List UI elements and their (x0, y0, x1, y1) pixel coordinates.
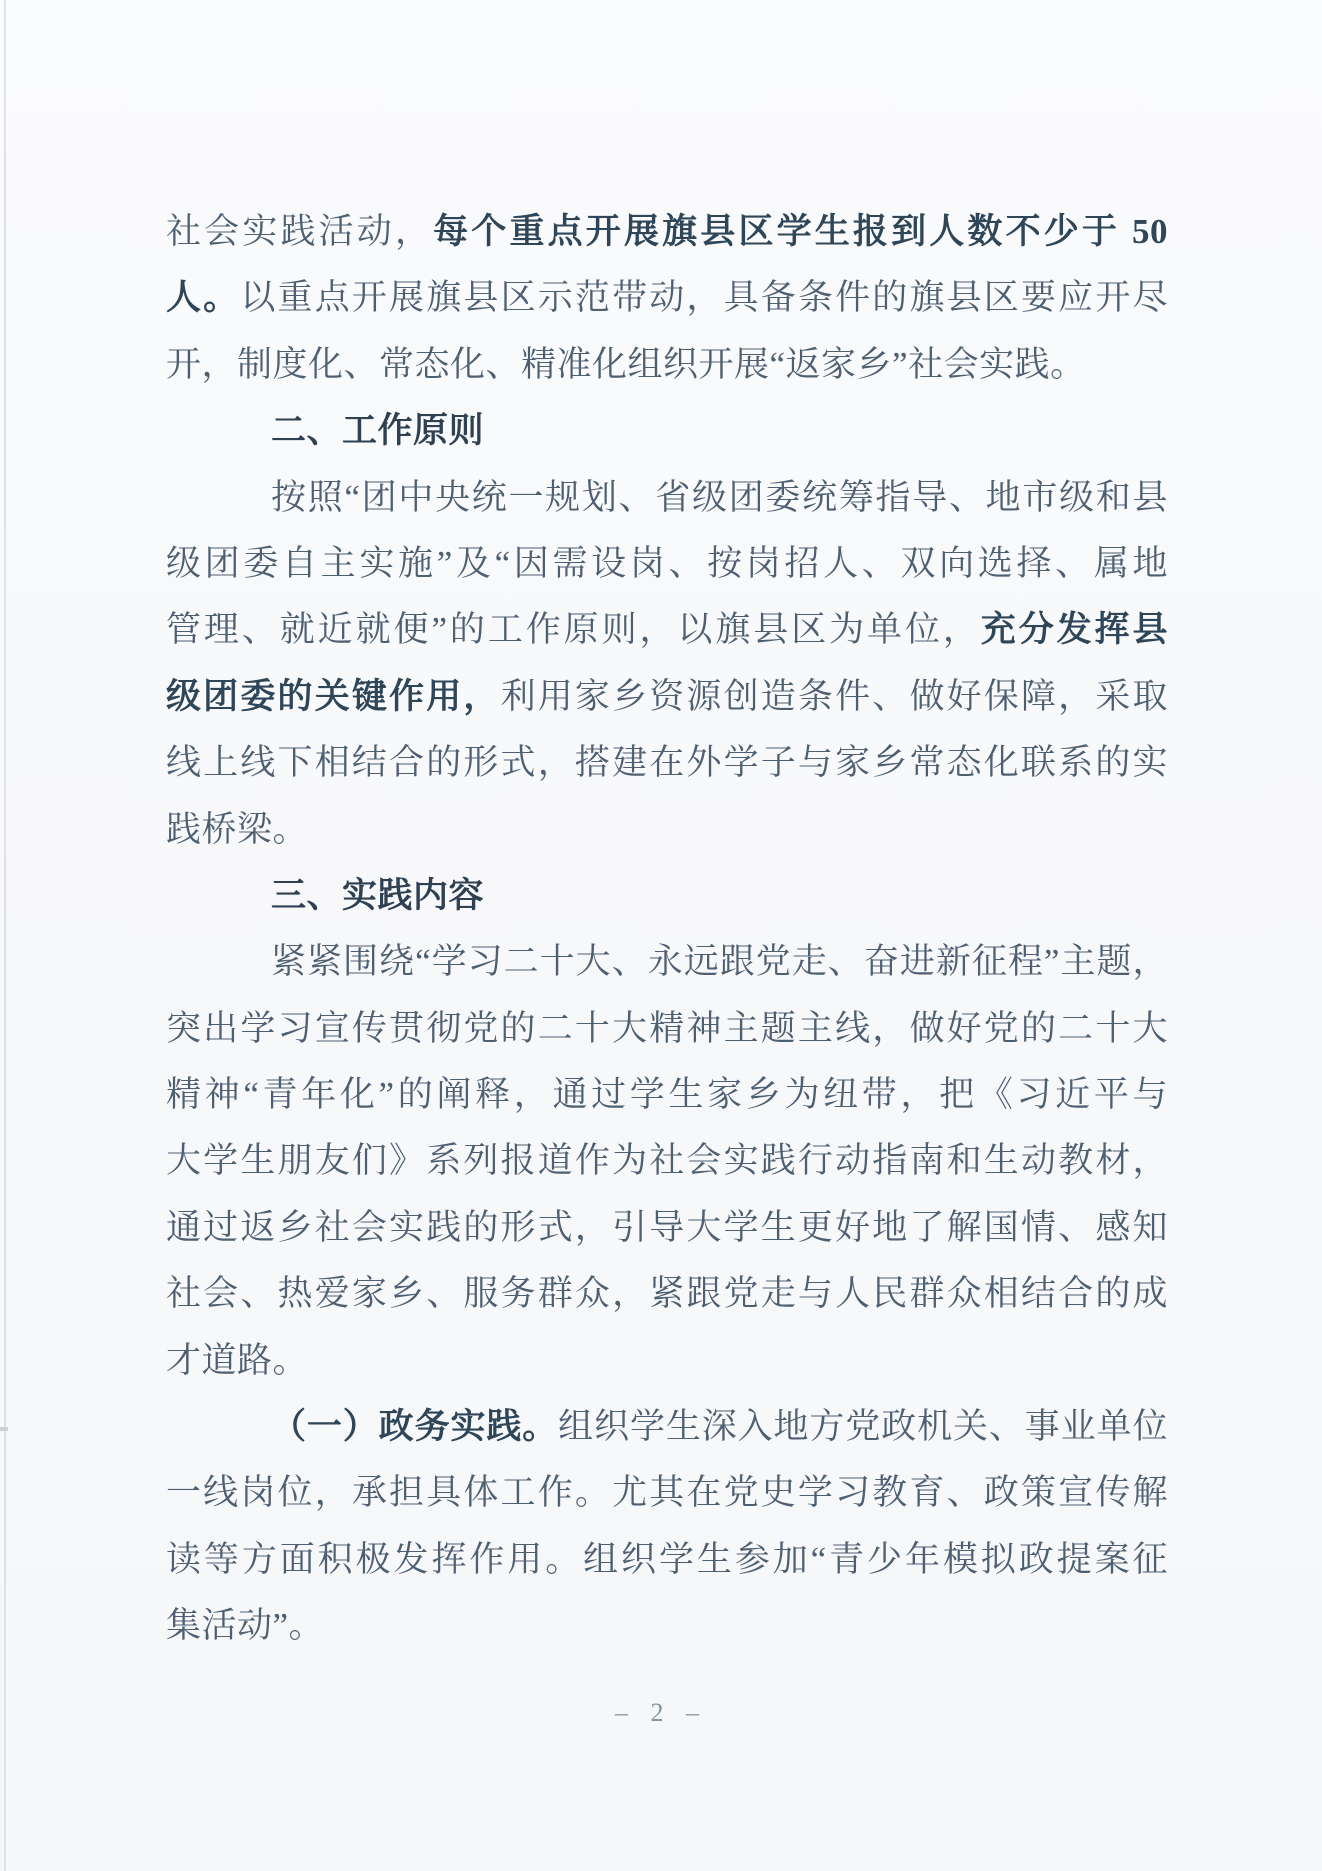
body-text: 大学生朋友们》系列报道作为社会实践行动指南和生动教材， (166, 1141, 1168, 1181)
section-heading-practice-content (166, 863, 1168, 929)
text-line (166, 1460, 1168, 1526)
body-text: 级团委自主实施”及“因需设岗、按岗招人、双向选择、属地 (166, 543, 1168, 583)
body-text: 按照“团中央统一规划、省级团委统筹指导、地市级和县 (271, 477, 1168, 517)
text-line (166, 1195, 1168, 1261)
text-line (166, 1593, 1168, 1659)
text-line (166, 664, 1168, 730)
body-text: 利用家乡资源创造条件、做好保障，采取 (500, 676, 1168, 716)
body-text: 管理、就近就便”的工作原则，以旗县区为单位， (166, 610, 981, 650)
text-line-subitem-政务实践 (166, 1394, 1168, 1460)
body-text: 集活动”。 (166, 1606, 325, 1646)
body-text: 突出学习宣传贯彻党的二十大精神主题主线，做好党的二十大 (166, 1008, 1168, 1048)
text-line (166, 1527, 1168, 1593)
text-line (166, 730, 1168, 796)
body-text: 一线岗位，承担具体工作。尤其在党史学习教育、政策宣传解 (166, 1473, 1168, 1513)
text-line (166, 996, 1168, 1062)
heading-text: 二、工作原则 (271, 411, 485, 451)
document-body (166, 199, 1168, 1660)
body-text: 读等方面积极发挥作用。组织学生参加“青少年模拟政提案征 (166, 1539, 1168, 1579)
body-text: 开，制度化、常态化、精准化组织开展“返家乡”社会实践。 (166, 344, 1086, 384)
text-line (166, 199, 1168, 265)
body-text: 践桥梁。 (166, 809, 309, 849)
body-text: 才道路。 (166, 1340, 309, 1380)
text-line (166, 929, 1168, 995)
page-number: – 2 – (615, 1698, 707, 1727)
body-text: 线上线下相结合的形式，搭建在外学子与家乡常态化联系的实 (166, 743, 1168, 783)
text-line (166, 597, 1168, 663)
text-line (166, 332, 1168, 398)
body-text: 精神“青年化”的阐释，通过学生家乡为纽带，把《习近平与 (166, 1075, 1168, 1115)
body-text: 以重点开展旗县区示范带动，具备条件的旗县区要应开尽 (240, 278, 1168, 318)
section-heading-work-principles (166, 398, 1168, 464)
text-line (166, 1328, 1168, 1394)
body-text: 通过返乡社会实践的形式，引导大学生更好地了解国情、感知 (166, 1207, 1168, 1247)
subitem-title-text: （一）政务实践。 (271, 1407, 559, 1447)
body-text: 社会、热爱家乡、服务群众，紧跟党走与人民群众相结合的成 (166, 1274, 1168, 1314)
scan-edge-line (4, 0, 6, 1871)
text-line (166, 465, 1168, 531)
text-line (166, 1062, 1168, 1128)
text-line (166, 797, 1168, 863)
text-line (166, 265, 1168, 331)
text-line (166, 1128, 1168, 1194)
heading-text: 三、实践内容 (271, 875, 485, 915)
bold-text: 人。 (166, 278, 241, 318)
scan-artifact (0, 1427, 8, 1431)
bold-text: 级团委的关键作用， (166, 676, 501, 716)
text-line (166, 1261, 1168, 1327)
body-text: 社会实践活动， (166, 212, 434, 251)
body-text: 组织学生深入地方党政机关、事业单位 (558, 1407, 1168, 1447)
body-text: 紧紧围绕“学习二十大、永远跟党走、奋进新征程”主题， (271, 942, 1168, 982)
bold-text: 充分发挥县 (980, 610, 1168, 650)
text-line (166, 531, 1168, 597)
bold-text: 每个重点开展旗县区学生报到人数不少于 50 (433, 212, 1168, 251)
